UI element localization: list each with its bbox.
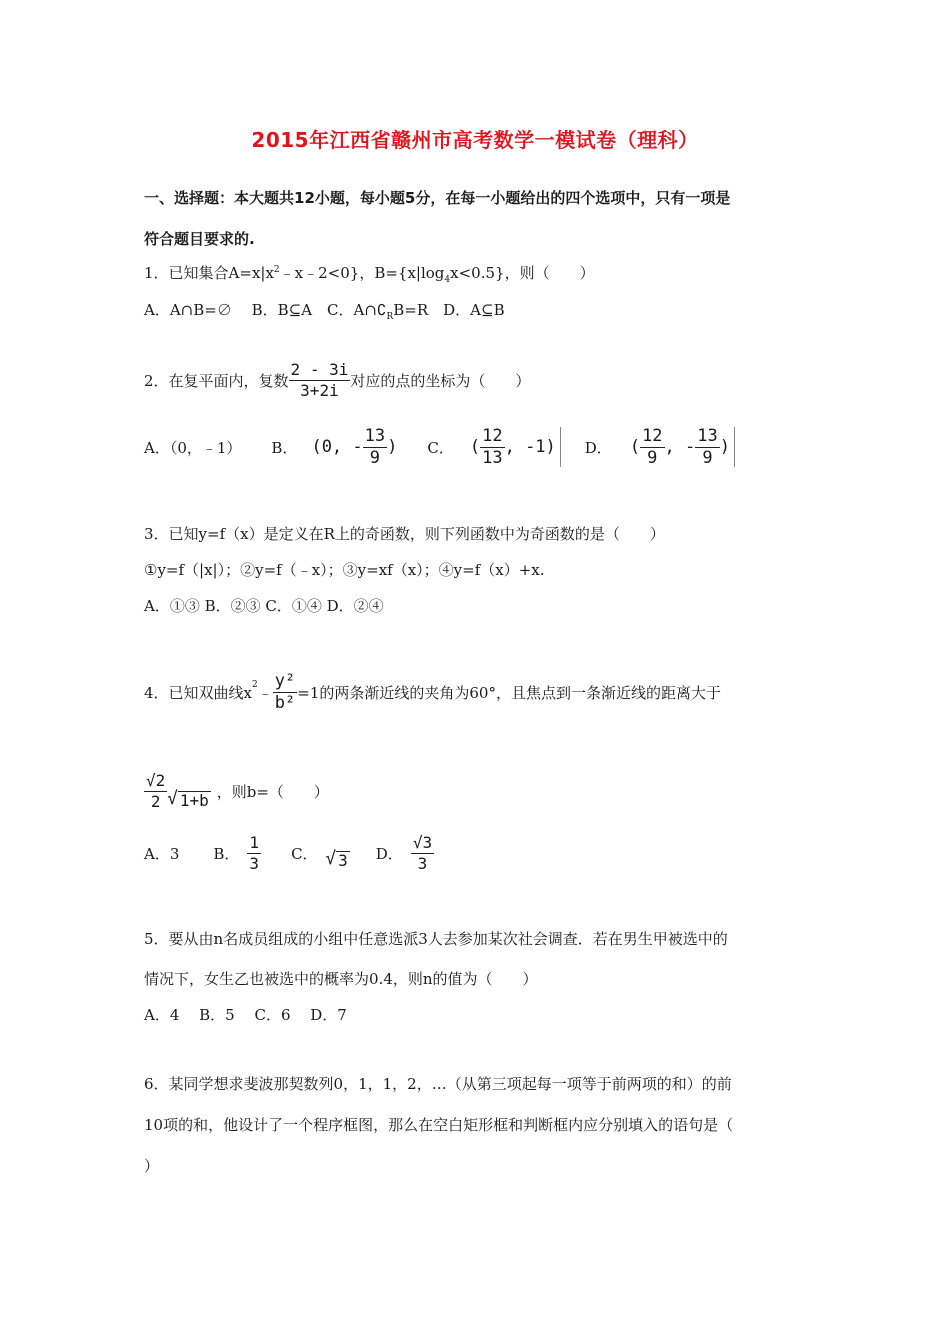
q4-l2-num: √2 [146,770,166,790]
q1-sup: 2 [273,265,280,275]
q4-option-c-label: C． [291,844,318,863]
question-3-list: ①y=f（|x|）；②y=f（﹣x）；③y=xf（x）；④y=f（x）+x. [144,561,545,579]
question-6-stem: 6．某同学想求斐波那契数列0，1，1，2，…（从第三项起每一项等于前两项的和）的前 [144,1075,732,1093]
q2-d-frac-2 [695,425,719,468]
q2-fraction [289,362,351,399]
q1-options-a: A．A∩B=∅ B．B⊆A C．A∩∁ [144,301,387,319]
q2-option-d-label: D． [584,438,612,457]
question-2-stem [144,362,530,399]
q2-option-c-math [469,425,556,468]
q4-text-b: =1的两条渐近线的夹角为60°，且焦点到一条渐近线的距离大于 [297,683,721,702]
q4-l2-sqrt: √ 1+b [167,788,209,810]
q1-text-a: 1．已知集合A=x|x [144,264,274,282]
question-2-options [144,426,735,468]
q2-option-b-math [311,425,398,468]
q4-option-a: A．3 [144,844,180,863]
q2-c-left: ( [469,437,481,457]
q4-minus: ﹣ [257,683,273,702]
q1-options-sub: R [386,312,394,322]
q4-l2-tail: ，则b=（ ） [216,782,329,801]
q2-option-c-label: C． [427,438,454,457]
q4-option-c [291,837,350,870]
q2-c-num: 12 [482,425,503,446]
q4-option-d-label: D． [375,844,403,863]
q2-d-divider [734,427,735,467]
q4-b-den: 3 [249,853,260,873]
question-6-stem-cont: 10项的和，他设计了一个程序框图，那么在空白矩形框和判断框内应分别填入的语句是（ [144,1116,734,1134]
q2-d-mid: , - [664,437,696,457]
question-3-options: A．①③ B．②③ C．①④ D．②④ [144,597,384,615]
q4-fraction [273,670,297,713]
q2-d-left: ( [629,437,641,457]
q2-option-d [585,427,735,467]
q1-options-b: B=R D．A⊆B [393,301,505,319]
q4-option-d [375,832,434,873]
q1-sub: 4 [444,275,451,285]
q2-b-left: (0, - [311,437,363,457]
q2-frac-num: 2 - 3i [290,360,349,379]
q2-option-c [427,427,560,467]
q1-text-b: ﹣x﹣2<0}，B={x|log [279,264,445,282]
q2-text-b: 对应的点的坐标为（ ） [350,372,531,390]
q2-d-den2: 9 [702,447,713,468]
q2-option-a: A．（0，﹣1） [144,438,242,457]
q2-c-den: 13 [482,447,503,468]
question-4-options [144,830,434,876]
question-4-stem [144,664,721,720]
q2-option-b-label: B． [271,438,298,457]
question-1-options [144,299,505,322]
q2-b-right: ) [387,437,398,457]
q2-b-frac [363,425,387,468]
question-1-stem [144,262,595,285]
q2-b-num: 13 [364,425,386,446]
q4-b-frac [247,832,261,873]
q2-frac-den: 3+2i [300,381,339,400]
exam-title: 2015年江西省赣州市高考数学一模试卷（理科） [251,128,699,152]
q4-option-b-label: B． [213,844,240,863]
question-5-stem: 5．要从由n名成员组成的小组中任意选派3人去参加某次社会调查．若在男生甲被选中的 [144,930,728,948]
q4-c-sqrt-value: 3 [338,850,348,870]
q4-b-num: 1 [249,832,260,852]
q2-d-num2: 13 [697,425,718,446]
q2-option-b [271,425,398,468]
q4-l2-sqrt-value: 1+b [179,790,209,810]
q4-sup: 2 [252,680,258,690]
question-6-stem-end: ） [144,1157,160,1175]
section-heading-cont: 符合题目要求的. [144,230,255,248]
q4-option-b [213,832,261,873]
question-3-stem: 3．已知y=f（x）是定义在R上的奇函数，则下列函数中为奇函数的是（ ） [144,525,665,543]
q2-c-frac [480,425,504,468]
q2-text-a: 2．在复平面内，复数 [144,372,289,390]
q2-c-right: , -1) [504,437,556,457]
q2-b-den: 9 [369,447,380,468]
q4-d-num: √3 [412,832,433,852]
q2-d-frac-1 [640,425,664,468]
q1-text-c: x<0.5}，则（ ） [450,264,595,282]
q4-text-a: 4．已知双曲线x [144,683,253,702]
q4-d-den: 3 [417,853,428,873]
q4-d-frac [411,832,434,873]
q2-option-d-math [629,425,730,468]
q4-frac-den: b² [274,692,296,713]
q2-d-right: ) [719,437,730,457]
section-heading: 一、选择题：本大题共12小题，每小题5分，在每一小题给出的四个选项中，只有一项是 [144,189,731,207]
question-4-stem-cont [144,766,329,816]
q4-l2-fraction [144,770,167,811]
question-5-options: A．4 B．5 C．6 D．7 [144,1006,347,1024]
q4-frac-num: y² [274,670,296,691]
q2-d-den1: 9 [647,447,658,468]
q4-c-sqrt: √ 3 [325,848,348,870]
q4-l2-den: 2 [150,791,161,811]
question-5-stem-cont: 情况下，女生乙也被选中的概率为0.4，则n的值为（ ） [144,970,538,988]
q2-c-divider [560,427,561,467]
q2-d-num1: 12 [642,425,663,446]
